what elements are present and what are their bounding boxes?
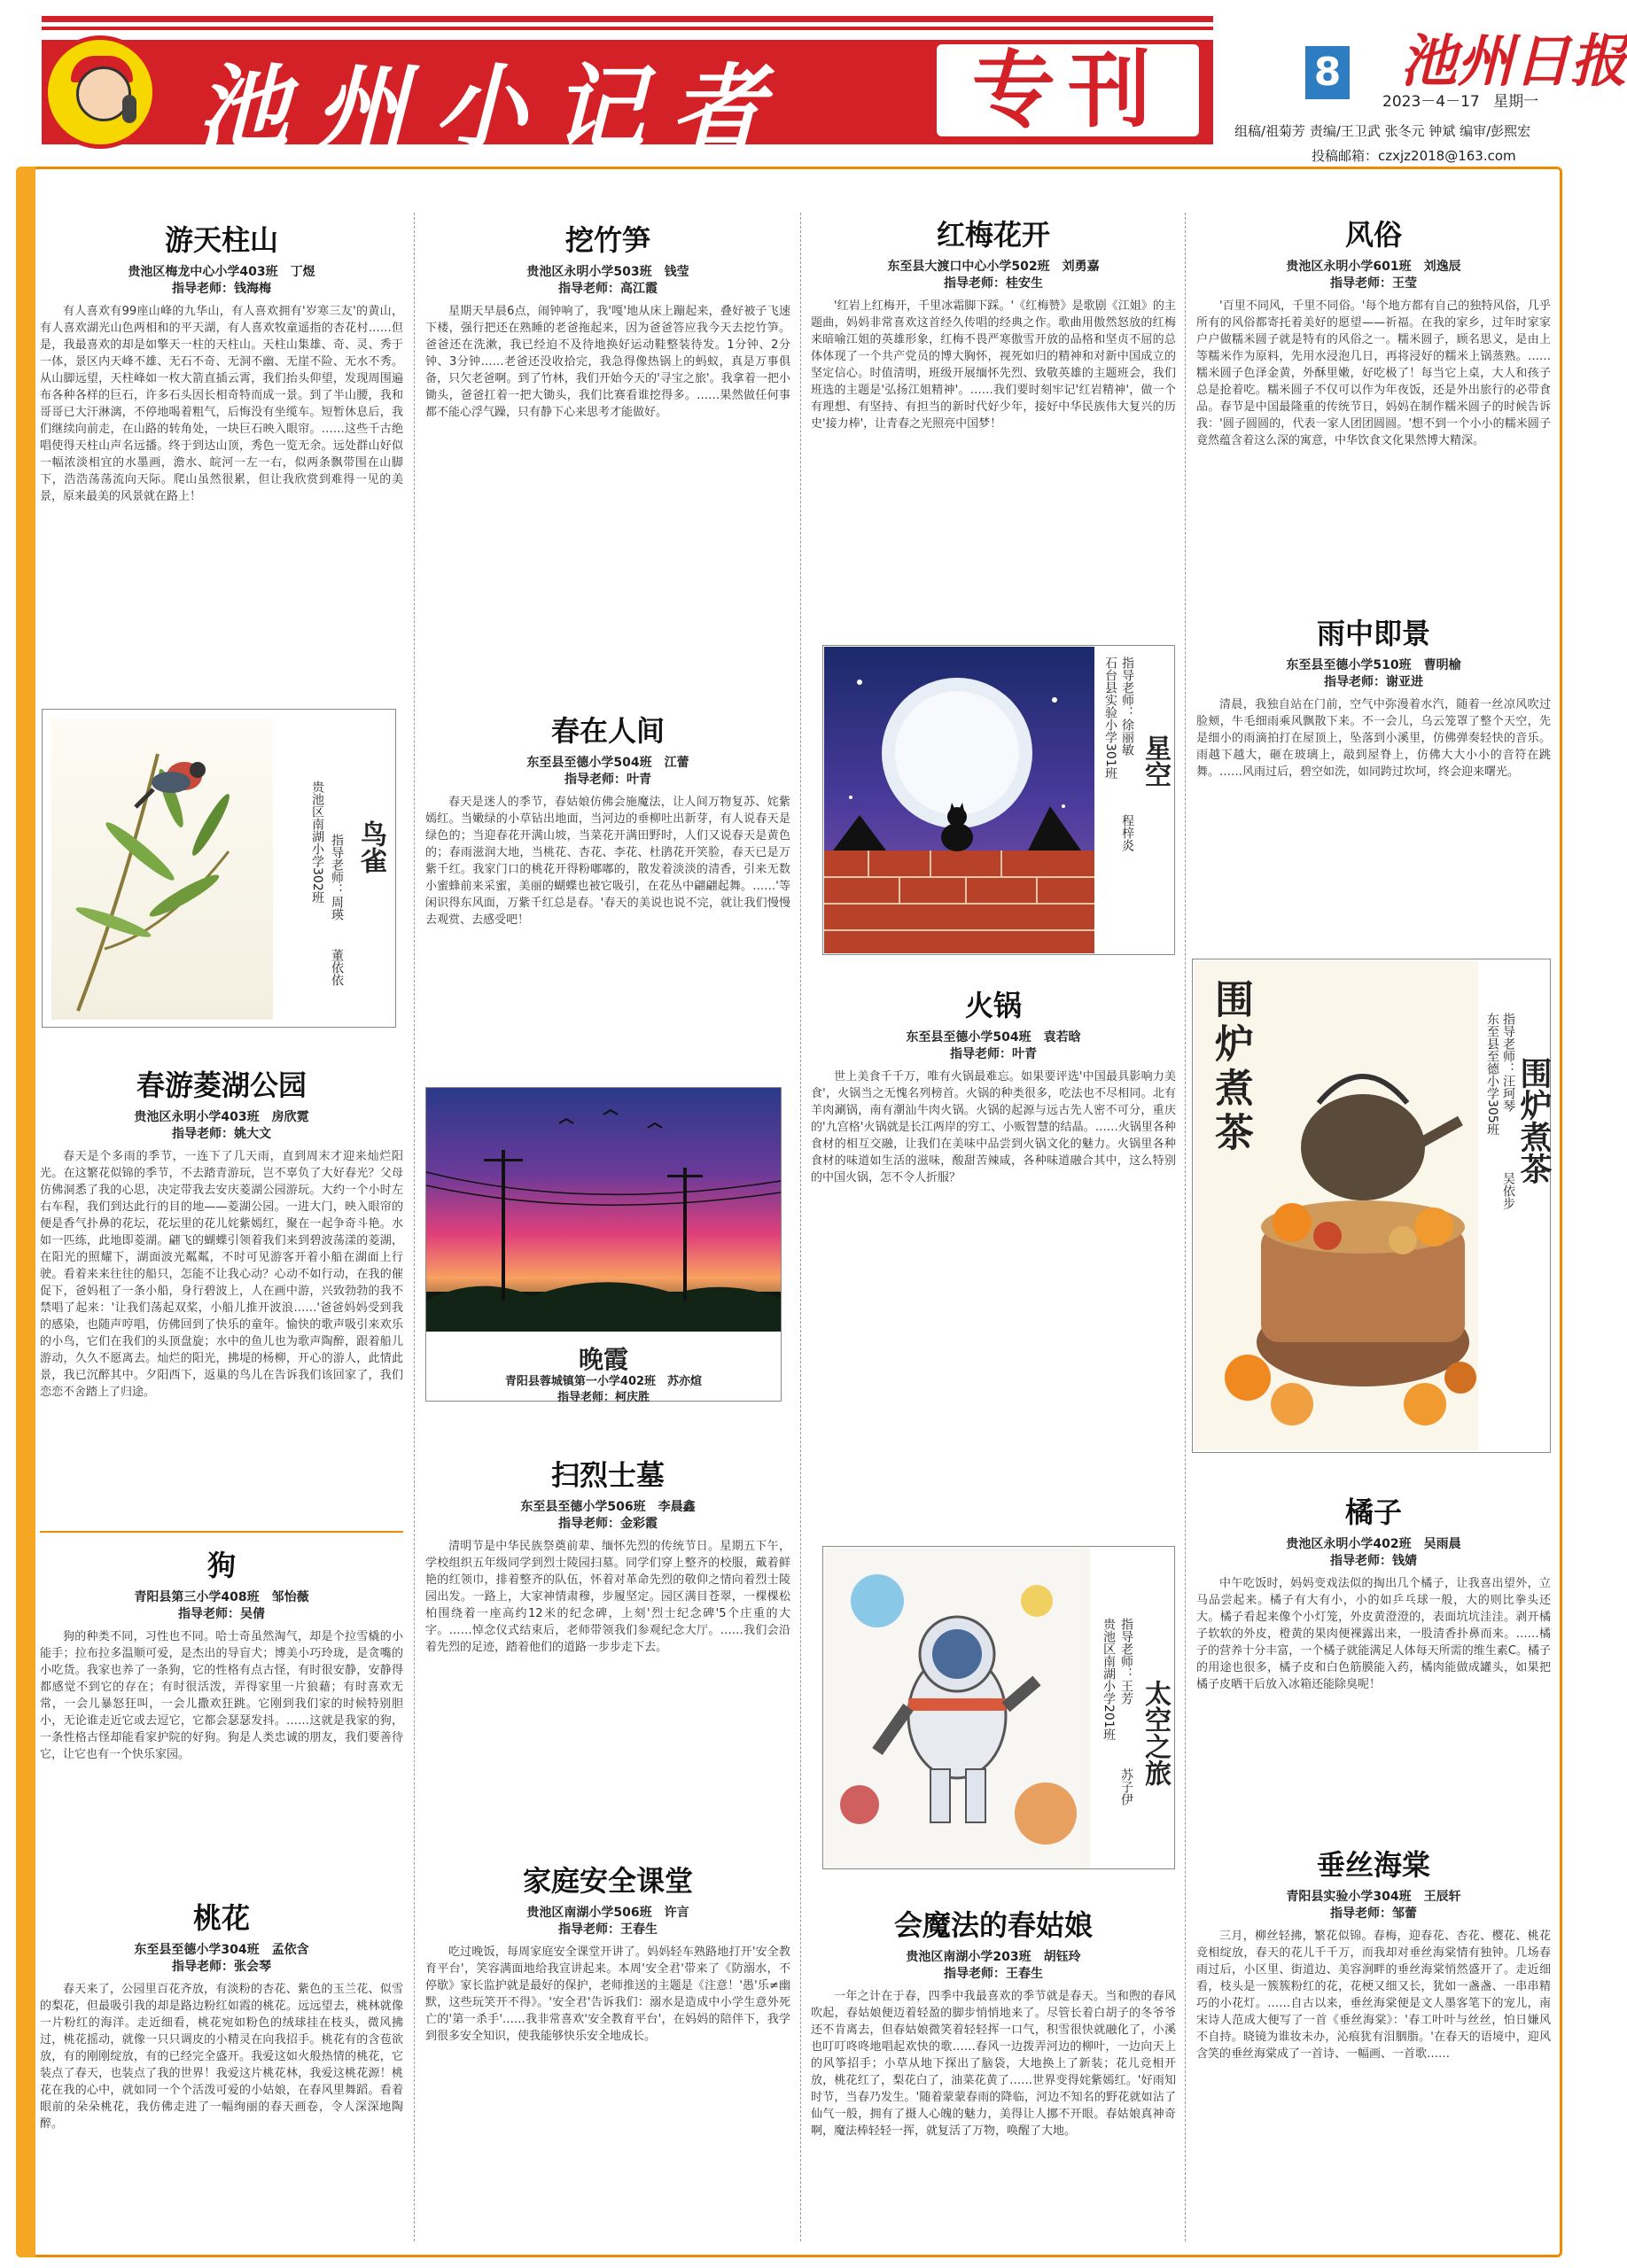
article-you-tianzhushan: [40, 218, 403, 680]
article-title: 垂丝海棠: [1316, 1848, 1430, 1882]
artwork-teacher: 指导老师：汪珂琴: [1501, 1013, 1515, 1112]
article-body: 星期天早晨6点，闹钟响了，我'嘎'地从床上蹦起来，叠好被子飞速下楼，强行把还在熟睡的老爸拖起来，因为爸爸答应我今天去挖竹笋。爸爸还在洗漱，我已经迫不及待地换好运动鞋整装待发。1分钟、2分钟、3分钟……老爸还没收拾完，我急得像热锅上的蚂蚁，真是万事俱备，只欠老爸啊。到了竹林，我们开始今天的'寻宝之旅'。我拿着一把小锄头，爸爸扛着一把大锄头，我们比赛看谁挖得多。……果然做任何事都不能心浮气躁，只有静下心来思考才能做好。: [425, 305, 790, 419]
article-author: 贵池区永明小学503班 钱莹: [526, 265, 689, 279]
article-chunyou-linghu: [40, 1063, 403, 1551]
article-wazhusun: [425, 218, 790, 657]
article-body: 春天是迷人的季节，春姑娘仿佛会施魔法，让人间万物复苏、姹紫嫣红。当嫩绿的小草钻出地面，当河边的垂柳吐出新芽，有人说春天是绿色的；当迎春花开满山坡，当菜花开满田野时，人们又说春天是黄色的；春雨滋润大地，当桃花、杏花、李花、杜鹃花开笑脸，春天已是万紫千红。我家门口的桃花开得粉嘟嘟的，散发着淡淡的清香，引来无数小蜜蜂前来采蜜，美丽的蝴蝶也被它吸引，在花丛中翩翩起舞。……'等闲识得东风面，万紫千红总是春。'春天的美说也说不完，就让我们慢慢去观赏、去感受吧！: [425, 796, 790, 927]
astronaut-image: [824, 1548, 1090, 1868]
artwork-title: 太空之旅: [1140, 1680, 1171, 1786]
article-title: 狗: [206, 1549, 236, 1582]
article-author: 贵池区梅龙中心小学403班 丁煜: [128, 265, 315, 279]
article-author: 贵池区永明小学403班 房欣霓: [134, 1110, 309, 1124]
article-body: 有人喜欢有99座山峰的九华山，有人喜欢拥有'岁寒三友'的黄山，有人喜欢湖光山色两相和的平天湖，有人喜欢牧童遥指的杏花村……但是，我最喜欢的却是如擎天一柱的天柱山。天柱山集雄、奇、灵、秀于一体，景区内天峰不雄、无石不奇、无洞不幽、无崖不险、无水不秀。从山脚远望，天柱峰如一枚大箭直插云霄，我们抬头仰望，发现周围遍布各种各样的巨石，许多石头因长相奇特而成一景。到了半山腰，我和哥哥已大汗淋漓，不停地喝着粗气，后悔没有坐缆车。短暂休息后，我们继续向前走，在山路的转角处，一块巨石映入眼帘。……这些千古绝唱使得天柱山声名远播。终于到达山顶，秀色一览无余。远处群山好似一幅浓淡相宜的水墨画，澹水、皖河一左一右，似两条飘带围在山脚下，浩浩荡荡流向天际。爬山虽然很累，但让我欣赏到难得一见的美景，原来最美的风景就在路上！: [40, 305, 403, 503]
article-author: 东至县至德小学506班 李晨鑫: [520, 1500, 696, 1514]
article-hongmeihuakai: [811, 213, 1176, 630]
article-teacher: 指导老师：高江霞: [558, 282, 658, 296]
article-title: 家庭安全课堂: [522, 1864, 693, 1898]
submission-email[interactable]: 投稿邮箱：czxjz2018@163.com: [1312, 148, 1516, 164]
article-body: 中午吃饭时，妈妈变戏法似的掏出几个橘子，让我喜出望外，立马品尝起来。橘子有大有小，小的如乒乓球一般，大的则比拳头还大。橘子看起来像个小灯笼，外皮黄澄澄的，表面坑坑洼洼。剥开橘子软软的外皮，橙黄的果肉便裸露出来，一股清香扑鼻而来。……橘子的营养十分丰富，一个橘子就能满足人体每天所需的维生素C。橘子的用途也很多，橘子皮和白色筋膜能入药，橘肉能做成罐头，如果把橘子皮晒干后放入冰箱还能除臭呢！: [1196, 1577, 1551, 1691]
article-body: 清晨，我独自站在门前，空气中弥漫着水汽，随着一丝凉风吹过脸颊，牛毛细雨乘风飘散下来。不一会儿，乌云笼罩了整个天空，先是细小的雨滴拍打在屋顶上，坠落到小溪里，仿佛弹奏轻快的音乐。雨越下越大，砸在玻璃上，敲到屋脊上，仿佛大大小小的音符在跳舞。……风雨过后，碧空如洗，如同跨过坎坷，终会迎来曙光。: [1196, 698, 1551, 779]
artwork-title: 星空: [1140, 734, 1171, 788]
article-author: 东至县至德小学304班 孟依含: [134, 1943, 309, 1957]
artwork-xingkong: [822, 645, 1175, 955]
artwork-teacher: 指导老师：王芳: [1119, 1618, 1133, 1705]
article-mofa-chunguniang: [811, 1903, 1176, 2241]
article-author: 东至县至德小学504班 江蕾: [526, 756, 689, 770]
column-divider: [800, 213, 801, 2241]
article-fengsu: [1196, 213, 1551, 599]
article-teacher: 指导老师：桂安生: [944, 276, 1043, 291]
article-title: 游天柱山: [164, 223, 278, 257]
article-author: 贵池区南湖小学203班 胡钰玲: [906, 1950, 1081, 1964]
artwork-title: 晚霞: [578, 1345, 628, 1374]
article-teacher: 指导老师：张会琴: [172, 1960, 271, 1974]
article-author: 东至县大渡口中心小学502班 刘勇嘉: [887, 260, 1100, 274]
column-divider: [1185, 213, 1186, 2241]
article-author: 贵池区永明小学402班 吴雨晨: [1286, 1537, 1461, 1551]
artwork-school: 贵池区南湖小学302班: [310, 781, 324, 904]
article-body: 狗的种类不同，习性也不同。哈士奇虽然淘气，却是个拉雪橇的小能手；拉布拉多温顺可爱，是杰出的导盲犬；博美小巧玲珑，是贪嘴的小吃货。我家也养了一条狗，它的性格有点古怪，有时很安静，安静得都感觉不到它的存在；有时很活泼，弄得家里一片狼藉；有时喜欢无常，一会儿暴怒狂叫，一会儿撒欢狂跳。它刚到我们家的时候特别胆小，无论谁走近它或去逗它，它都会瑟瑟发抖。……这就是我家的狗，一条性格古怪却能看家护院的好狗。狗是人类忠诚的朋友，我们要善待它，让它也有一个快乐家园。: [40, 1630, 403, 1761]
artwork-artist: 苏子伊: [1119, 1768, 1133, 1806]
sunset-power-lines-image: [426, 1088, 781, 1332]
article-chuisi-haitang: [1196, 1843, 1551, 2238]
bird-painting: [51, 718, 273, 1020]
space-travel-painting: [824, 1548, 1090, 1868]
article-teacher: 指导老师：王春生: [944, 1967, 1043, 1981]
article-author: 贵池区永明小学601班 刘逸辰: [1286, 260, 1461, 274]
article-teacher: 指导老师：金彩霞: [558, 1517, 658, 1531]
moon-cat-wall-image: [824, 647, 1094, 953]
article-teacher: 指导老师：王莹: [1330, 276, 1417, 291]
tea-stove-painting: [1195, 961, 1478, 1450]
article-title: 火锅: [964, 989, 1022, 1022]
editor-credits: 组稿/祖菊芳 责编/王卫武 张冬元 钟斌 编审/彭熙宏: [1234, 123, 1531, 139]
article-teacher: 指导老师：姚大文: [172, 1127, 271, 1141]
article-title: 雨中即景: [1316, 617, 1430, 650]
column-divider: [414, 213, 415, 2241]
article-body: 吃过晚饭，每周家庭安全课堂开讲了。妈妈轻车熟路地打开'安全教育平台'，笑容满面地给我宣讲起来。本周'安全君'带来了《防溺水，不停歇》家长监护就是最好的保护，老师推送的主题是《注意！'愚'乐≠幽默，这些玩笑开不得》。'安全君'告诉我们：溺水是造成中小学生意外死亡的'第一杀手'……我非常喜欢'安全教育平台'，在妈妈的陪伴下，我学到很多安全知识，使我能够快乐安全地成长。: [425, 1946, 790, 2043]
artwork-school: 东至县至德小学305班: [1485, 1013, 1499, 1136]
article-saolie: [425, 1453, 790, 1861]
newspaper-name: 池州日报: [1400, 28, 1627, 95]
article-author: 青阳县实验小学304班 王辰轩: [1286, 1890, 1461, 1904]
article-title: 扫烈士墓: [550, 1458, 665, 1492]
article-teacher: 指导老师：谢亚进: [1324, 675, 1423, 689]
article-body: 世上美食千千万，唯有火锅最难忘。如果要评选'中国最具影响力美食'，火锅当之无愧名列榜首。火锅的种类很多，吃法也不尽相同。北有羊肉涮锅，南有潮汕牛肉火锅。火锅的起源与远古先人密不可分，重庆的'九宫格'火锅就是长江两岸的穷工、小贩智慧的结晶。……火锅里各种食材的相互交融，让我们在美味中品尝到火锅文化的魅力。火锅里各种食材的味道如生活的滋味，酸甜苦辣咸，各种味道融合其中，这么特别的中国火锅，怎不令人折服？: [811, 1070, 1176, 1184]
artwork-wanxia: [425, 1087, 782, 1402]
article-body: 春天来了，公园里百花齐放，有淡粉的杏花、紫色的玉兰花、似雪的梨花，但最吸引我的却是路边粉红如霞的桃花。远远望去，桃林就像一片粉红的海洋。走近细看，桃花宛如粉色的绒球挂在枝头，微风拂过，桃花摇动，就像一只只调皮的小精灵在向我招手。桃花有的含苞欲放，有的刚刚绽放，有的已经完全盛开。我爱这如火般热情的桃花，它装点了春天，也装点了我的世界！我爱这片桃花林，我爱这桃花源！桃花在我的心中，就如同一个个活泼可爱的小姑娘，在春风里舞蹈。看着眼前的朵朵桃花，我仿佛走进了一幅绚丽的春天画卷，令人深深地陶醉。: [40, 1983, 403, 2131]
artwork-artist: 青阳县蓉城镇第一小学402班 苏亦煊: [504, 1375, 703, 1388]
article-author: 东至县至德小学504班 袁若晗: [906, 1030, 1081, 1045]
mascot-logo: [43, 35, 157, 149]
article-title: 挖竹笋: [564, 223, 650, 257]
article-author: 贵池区南湖小学506班 许言: [526, 1906, 689, 1920]
artwork-teacher: 指导老师：周瑛: [330, 834, 344, 920]
article-jiating: [425, 1859, 790, 2236]
artwork-title: 鸟雀: [355, 820, 386, 874]
issue-date: 2023－4－17: [1382, 93, 1480, 111]
artwork-teacher: 指导老师：柯庆胜: [557, 1391, 650, 1404]
bird-on-bamboo-image: [51, 718, 273, 1020]
article-juzi: [1196, 1490, 1551, 1841]
artwork-artist: 程梓炎: [1120, 814, 1134, 851]
article-teacher: 指导老师：吴倩: [178, 1607, 265, 1621]
teapot-stove-image: [1195, 961, 1478, 1450]
artwork-artist: 董依依: [330, 949, 344, 986]
article-author: 青阳县第三小学408班 邹怡薇: [134, 1590, 309, 1604]
article-body: '红岩上红梅开，千里冰霜脚下踩。'《红梅赞》是歌剧《江姐》的主题曲，妈妈非常喜欢这首经久传唱的经典之作。歌曲用傲然怒放的红梅来暗喻江姐的英雄形象，红梅不畏严寒傲雪开放的品格和坚贞不屈的总体体现了一个共产党员的博大胸怀，视死如归的精神和对新中国成立的坚定信心。时值清明，班级开展缅怀先烈、致敬英雄的主题班会，我们班选的主题是'弘扬江姐精神'。……我们要时刻牢记'红岩精神'，做一个有理想、有坚持、有担当的新时代好少年，接好中华民族伟大复兴的历史'接力棒'，让青春之光照亮中国梦！: [811, 299, 1176, 431]
article-taohua: [40, 1896, 403, 2247]
artwork-niaoque: [42, 709, 396, 1028]
artwork-school: 石台县实验小学301班: [1103, 656, 1117, 780]
dateline: [1382, 89, 1538, 111]
article-teacher: 指导老师：钱海梅: [172, 282, 271, 296]
article-title: 风俗: [1344, 218, 1402, 252]
article-teacher: 指导老师：钱婧: [1330, 1554, 1417, 1568]
artwork-school: 贵池区南湖小学201班: [1102, 1618, 1116, 1741]
article-title: 橘子: [1344, 1495, 1402, 1529]
article-title: 春游菱湖公园: [136, 1068, 307, 1102]
article-yuzhong-jijing: [1196, 611, 1551, 944]
article-title: 会魔法的春姑娘: [893, 1908, 1093, 1942]
article-teacher: 指导老师：邹蕾: [1330, 1907, 1417, 1921]
left-orange-stripe: [16, 167, 35, 2257]
article-teacher: 指导老师：叶青: [564, 773, 651, 787]
article-body: 清明节是中华民族祭奠前辈、缅怀先烈的传统节日。星期五下午，学校组织五年级同学到烈士陵园扫墓。同学们穿上整齐的校服，戴着鲜艳的红领巾，排着整齐的队伍，怀着对革命先烈的敬仰之情向着烈士陵园出发。一路上，大家神情肃穆，步履坚定。园区满目苍翠，一棵棵松柏围绕着一座高约12米的纪念碑，上刻'烈士纪念碑'5个庄重的大字。……悼念仪式结束后，老师带领我们参观纪念大厅。……我们会沿着先烈的足迹，踏着他们的道路一步步走下去。: [425, 1540, 790, 1654]
column-title: 池州小记者: [197, 53, 791, 162]
article-body: 一年之计在于春，四季中我最喜欢的季节就是春天。当和煦的春风吹起，春姑娘便迈着轻盈的脚步悄悄地来了。尽管长着白胡子的冬爷爷还不肯离去，但春姑娘微笑着轻轻挥一口气，积雪很快就融化了，小溪也叮叮咚咚地唱起欢快的歌……春风一边拨弄河边的柳叶，一边向天上的风筝招手；小草从地下探出了脑袋，大地换上了新装；花儿竞相开放，桃花红了，梨花白了，油菜花黄了……世界变得姹紫嫣红。'好雨知时节，当春乃发生。'随着蒙蒙春雨的降临，河边不知名的野花就如沾了仙气一般，拥有了摄人心魄的魅力，美得让人挪不开眼。春姑娘真神奇啊，魔法棒轻轻一挥，就复活了万物，唤醒了大地。: [811, 1990, 1176, 2138]
painting-calligraphy: 围炉煮茶: [1208, 979, 1253, 1156]
article-huoguo: [811, 983, 1176, 1485]
section-rule: [40, 1531, 403, 1533]
article-teacher: 指导老师：叶青: [950, 1047, 1037, 1061]
artwork-teacher: 指导老师：徐丽敏: [1120, 656, 1134, 756]
artwork-weilu-zhucha: [1192, 959, 1551, 1453]
article-teacher: 指导老师：王春生: [558, 1922, 658, 1937]
article-title: 红梅花开: [936, 218, 1050, 252]
masthead-top-rule: [42, 16, 1213, 22]
masthead: [42, 16, 1213, 162]
artwork-title: 围炉煮茶: [1515, 1057, 1553, 1184]
article-body: '百里不同风，千里不同俗。'每个地方都有自己的独特风俗，几乎所有的风俗都寄托着美好的愿望——祈福。在我的家乡，过年时家家户户做糯米圆子就是特有的风俗之一。糯米圆子，顾名思义，是由上等糯米作为原料，先用水浸泡几日，再将浸好的糯米上锅蒸熟。……糯米圆子色泽金黄，外酥里嫩，好吃极了！每当它上桌，大人和孩子总是抢着吃。糯米圆子不仅可以作为年夜饭，还是外出旅行的必带食品。春节是中国最隆重的传统节日，妈妈在制作糯米圆子的时候告诉我：'圆子圆圆的，代表一家人团团圆圆。'想不到一个小小的糯米圆子竟然蕴含着这么深的寓意，中华饮食文化果然博大精深。: [1196, 299, 1551, 447]
article-title: 桃花: [192, 1901, 250, 1935]
special-issue-badge: 专刊: [937, 44, 1199, 136]
article-title: 春在人间: [550, 714, 665, 748]
article-chunzairenjian: [425, 709, 790, 1148]
article-author: 东至县至德小学510班 曹明榆: [1286, 658, 1461, 672]
starry-sky-painting: [824, 647, 1094, 953]
masthead-second-rule: [42, 27, 1213, 30]
artwork-artist: 吴依步: [1501, 1172, 1515, 1209]
microphone-icon: [122, 95, 136, 123]
article-body: 三月，柳丝轻拂，繁花似锦。春梅，迎春花、杏花、樱花、桃花竞相绽放，春天的花儿千千万，而我却对垂丝海棠情有独钟。几场春雨过后，小区里、街道边、美容涧畔的垂丝海棠悄然盛开了。走近细看，枝头是一簇簇粉红的花，花梗又细又长，犹如一盏盏、一串串精巧的小花灯。……自古以来，垂丝海棠便是文人墨客笔下的宠儿，南宋诗人范成大便写了一首《垂丝海棠》：'春工叶叶与丝丝，怕日嫌风不自持。晓镜为谁妆未办，沁痕犹有泪胭脂。'在春天的语境中，迎风含笑的垂丝海棠成了一首诗、一幅画、一首歌……: [1196, 1930, 1551, 2061]
page-number: 8: [1305, 46, 1350, 99]
issue-weekday: 星期一: [1493, 93, 1539, 111]
article-body: 春天是个多雨的季节，一连下了几天雨，直到周末才迎来灿烂阳光。在这繁花似锦的季节，不去踏青游玩，岂不辜负了大好春光？父母仿佛洞悉了我的心思，决定带我去安庆菱湖公园游玩。大约一个小时左右车程，我们到达此行的目的地——菱湖公园。一进大门，映入眼帘的便是香气扑鼻的花坛，花坛里的花儿姹紫嫣红，聚在一起争奇斗艳。水如一匹练，此地即菱湖。翩飞的蝴蝶引领着我们来到碧波荡漾的菱湖，在阳光的照耀下，湖面波光粼粼，不时可见游客开着小船在湖面上行驶。看着来来往往的船只，怎能不让我心动？心动不如行动，在我的催促下，爸妈租了一条小船，身行碧波上，人在画中游，兴致勃勃的我不禁唱了起来：'让我们荡起双桨，小船儿推开波浪……'爸爸妈妈受到我的感染，也随声哼唱，仿佛回到了快乐的童年。愉快的歌声吸引来欢乐的小鸟，它们在我们的头顶盘旋；水中的鱼儿也为歌声陶醉，跟着船儿游动，久久不愿离去。灿烂的阳光，拂堤的杨柳，开心的游人，此情此景，我已沉醉其中。夕阳西下，返巢的鸟儿在告诉我们该回家了，我们恋恋不舍踏上了归途。: [40, 1150, 403, 1399]
sunset-painting: [426, 1088, 781, 1332]
artwork-taikong: [822, 1546, 1175, 1869]
